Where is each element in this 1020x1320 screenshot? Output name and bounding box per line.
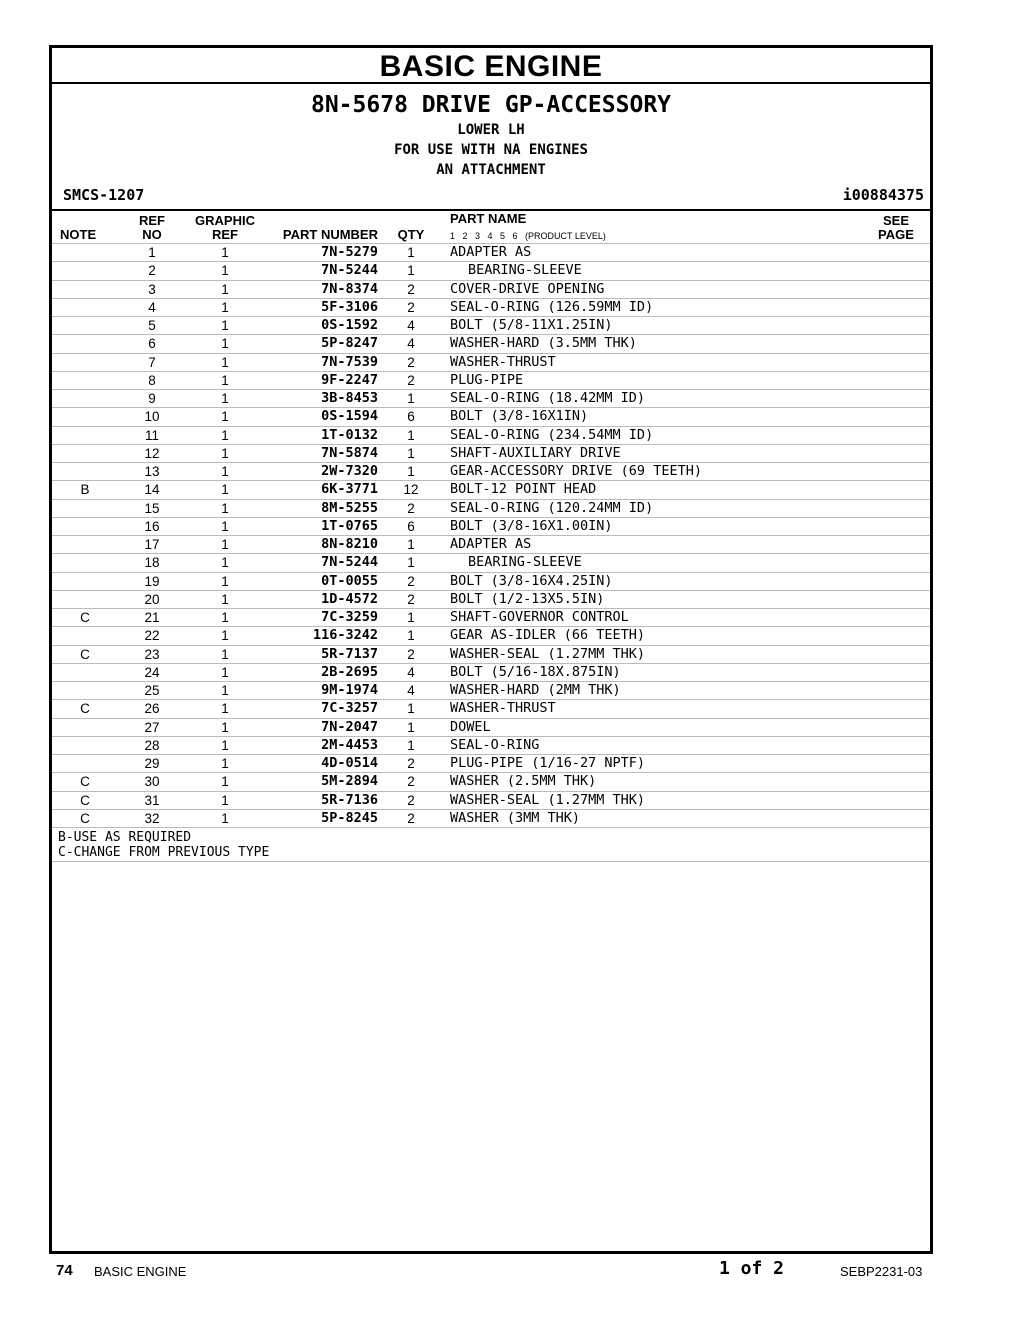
qty-cell: 1 bbox=[407, 391, 415, 406]
part-number-cell: 8M-5255 bbox=[321, 499, 378, 516]
footer-page-number: 74 bbox=[56, 1262, 73, 1279]
ref-no-cell: 7 bbox=[148, 354, 156, 370]
ref-no-cell: 18 bbox=[144, 555, 160, 571]
table-row bbox=[52, 718, 930, 736]
graphic-ref-cell: 1 bbox=[221, 500, 229, 516]
graphic-ref-cell: 1 bbox=[221, 591, 229, 607]
col-header-part-name: PART NAME bbox=[450, 211, 527, 226]
part-number-cell: 7N-5244 bbox=[321, 262, 378, 279]
col-header-see-top: SEE bbox=[882, 213, 909, 228]
part-name-cell: BOLT (5/8-11X1.25IN) bbox=[450, 317, 613, 333]
part-name-cell: SEAL-O-RING bbox=[450, 736, 540, 753]
part-number-cell: 3B-8453 bbox=[321, 390, 378, 406]
part-name-cell: BOLT (5/16-18X.875IN) bbox=[450, 663, 621, 680]
qty-cell: 6 bbox=[407, 409, 415, 425]
part-name-cell: BOLT (3/8-16X1.00IN) bbox=[450, 517, 613, 534]
part-number-cell: 6K-3771 bbox=[321, 481, 378, 498]
graphic-ref-cell: 1 bbox=[221, 245, 229, 260]
graphic-ref-cell: 1 bbox=[221, 683, 229, 698]
qty-cell: 2 bbox=[407, 500, 415, 516]
table-row bbox=[52, 462, 930, 480]
part-name-cell: WASHER (3MM THK) bbox=[450, 809, 581, 826]
footer-sheet-indicator: 1 of 2 bbox=[719, 1258, 785, 1279]
ref-no-cell: 2 bbox=[148, 263, 156, 279]
part-number-cell: 9F-2247 bbox=[321, 371, 378, 388]
graphic-ref-cell: 1 bbox=[221, 537, 229, 552]
part-number-cell: 7N-2047 bbox=[321, 718, 378, 735]
qty-cell: 1 bbox=[407, 737, 415, 753]
group-title: 8N-5678 DRIVE GP-ACCESSORY bbox=[310, 92, 672, 118]
graphic-ref-cell: 1 bbox=[221, 336, 229, 352]
notes-block bbox=[52, 827, 930, 862]
ref-no-cell: 1 bbox=[148, 245, 156, 260]
table-row bbox=[52, 699, 930, 717]
part-number-cell: 0T-0055 bbox=[321, 572, 378, 589]
footer-publication: SEBP2231-03 bbox=[840, 1264, 923, 1279]
product-level-scale: 1 2 3 4 5 6 (PRODUCT LEVEL) bbox=[450, 231, 606, 241]
table-row bbox=[52, 572, 930, 590]
part-number-cell: 7N-5279 bbox=[321, 244, 378, 260]
ref-no-cell: 11 bbox=[144, 427, 159, 443]
part-name-cell: WASHER-SEAL (1.27MM THK) bbox=[450, 791, 646, 808]
table-row bbox=[52, 645, 930, 663]
qty-cell: 2 bbox=[407, 354, 415, 370]
qty-cell: 6 bbox=[407, 518, 415, 534]
col-header-graphic-top: GRAPHIC bbox=[195, 213, 255, 228]
part-number-cell: 0S-1594 bbox=[321, 408, 378, 425]
graphic-ref-cell: 1 bbox=[221, 354, 229, 370]
part-name-cell: SHAFT-GOVERNOR CONTROL bbox=[450, 609, 629, 625]
part-name-cell: GEAR-ACCESSORY DRIVE (69 TEETH) bbox=[450, 463, 702, 479]
graphic-ref-cell: 1 bbox=[221, 664, 229, 680]
part-number-cell: 1D-4572 bbox=[321, 590, 378, 607]
part-number-cell: 2M-4453 bbox=[321, 736, 378, 753]
qty-cell: 12 bbox=[403, 482, 419, 498]
note-cell: B bbox=[80, 482, 90, 498]
table-row bbox=[52, 626, 930, 644]
col-header-graphic-bottom: REF bbox=[212, 227, 238, 242]
part-name-cell: WASHER (2.5MM THK) bbox=[450, 773, 597, 790]
qty-cell: 2 bbox=[407, 573, 415, 589]
part-number-cell: 9M-1974 bbox=[321, 682, 378, 698]
part-number-cell: 7N-7539 bbox=[321, 353, 378, 370]
ref-no-cell: 27 bbox=[144, 719, 160, 735]
part-number-cell: 5M-2894 bbox=[321, 773, 378, 790]
ref-no-cell: 23 bbox=[144, 646, 160, 662]
qty-cell: 1 bbox=[407, 427, 415, 443]
table-row bbox=[52, 334, 930, 352]
graphic-ref-cell: 1 bbox=[221, 555, 229, 571]
table-row bbox=[52, 353, 930, 371]
ref-no-cell: 16 bbox=[144, 518, 160, 534]
part-name-cell: PLUG-PIPE bbox=[450, 371, 524, 388]
qty-cell: 2 bbox=[407, 372, 415, 388]
parts-list bbox=[52, 243, 930, 862]
subtitle-line-2: FOR USE WITH NA ENGINES bbox=[394, 142, 588, 158]
part-number-cell: 1T-0132 bbox=[321, 426, 378, 443]
table-row bbox=[52, 499, 930, 517]
ref-no-cell: 12 bbox=[144, 445, 160, 461]
part-name-cell: BOLT (1/2-13X5.5IN) bbox=[450, 590, 605, 607]
graphic-ref-cell: 1 bbox=[221, 464, 229, 479]
ref-no-cell: 26 bbox=[144, 701, 160, 717]
part-name-cell: WASHER-SEAL (1.27MM THK) bbox=[450, 645, 646, 662]
ref-no-cell: 13 bbox=[144, 464, 160, 479]
note-cell: C bbox=[80, 774, 90, 790]
table-row bbox=[52, 754, 930, 772]
part-name-cell: ADAPTER AS bbox=[450, 536, 532, 552]
table-row bbox=[52, 298, 930, 316]
ref-no-cell: 17 bbox=[144, 537, 160, 552]
qty-cell: 2 bbox=[407, 591, 415, 607]
table-row bbox=[52, 389, 930, 407]
part-number-cell: 0S-1592 bbox=[321, 317, 378, 333]
graphic-ref-cell: 1 bbox=[221, 756, 229, 771]
graphic-ref-cell: 1 bbox=[221, 610, 229, 625]
part-name-cell: SEAL-O-RING (126.59MM ID) bbox=[450, 298, 654, 315]
part-name-cell: SEAL-O-RING (120.24MM ID) bbox=[450, 499, 654, 516]
qty-cell: 2 bbox=[407, 756, 415, 771]
part-name-cell: BEARING-SLEEVE bbox=[468, 554, 582, 571]
graphic-ref-cell: 1 bbox=[221, 719, 229, 735]
ref-no-cell: 15 bbox=[144, 500, 160, 516]
graphic-ref-cell: 1 bbox=[221, 737, 229, 753]
ref-no-cell: 5 bbox=[148, 318, 156, 333]
col-header-ref-top: REF bbox=[139, 213, 165, 228]
table-row bbox=[52, 553, 930, 571]
part-number-cell: 4D-0514 bbox=[321, 755, 378, 771]
table-row bbox=[52, 316, 930, 334]
graphic-ref-cell: 1 bbox=[221, 445, 229, 461]
graphic-ref-cell: 1 bbox=[221, 299, 229, 315]
ref-no-cell: 31 bbox=[144, 792, 160, 808]
table-row bbox=[52, 791, 930, 809]
page-title: BASIC ENGINE bbox=[52, 48, 930, 84]
ref-no-cell: 6 bbox=[148, 336, 156, 352]
table-row bbox=[52, 426, 930, 444]
ref-no-cell: 25 bbox=[144, 683, 160, 698]
qty-cell: 1 bbox=[407, 610, 415, 625]
qty-cell: 2 bbox=[407, 792, 415, 808]
ref-no-cell: 30 bbox=[144, 774, 160, 790]
part-name-cell: COVER-DRIVE OPENING bbox=[450, 280, 605, 297]
col-header-see-bottom: PAGE bbox=[878, 227, 914, 242]
graphic-ref-cell: 1 bbox=[221, 409, 229, 425]
qty-cell: 4 bbox=[407, 336, 415, 352]
table-row bbox=[52, 407, 930, 425]
graphic-ref-cell: 1 bbox=[221, 810, 229, 826]
note-cell: C bbox=[80, 810, 90, 826]
qty-cell: 4 bbox=[407, 664, 415, 680]
footer-section: BASIC ENGINE bbox=[94, 1264, 187, 1279]
note-cell: C bbox=[80, 792, 90, 808]
col-header-part-number: PART NUMBER bbox=[282, 227, 378, 242]
note-cell: C bbox=[80, 701, 90, 717]
part-number-cell: 1T-0765 bbox=[321, 517, 378, 534]
ref-no-cell: 9 bbox=[148, 391, 156, 406]
ref-no-cell: 8 bbox=[148, 372, 156, 388]
ref-no-cell: 21 bbox=[144, 610, 160, 625]
graphic-ref-cell: 1 bbox=[221, 391, 229, 406]
graphic-ref-cell: 1 bbox=[221, 701, 229, 717]
ref-no-cell: 10 bbox=[144, 409, 160, 425]
part-number-cell: 5P-8245 bbox=[321, 809, 378, 826]
ref-no-cell: 29 bbox=[144, 756, 160, 771]
part-name-cell: WASHER-HARD (2MM THK) bbox=[450, 682, 621, 698]
part-number-cell: 7C-3257 bbox=[321, 700, 378, 717]
table-row bbox=[52, 681, 930, 699]
ref-no-cell: 22 bbox=[144, 628, 160, 644]
part-name-cell: BOLT (3/8-16X4.25IN) bbox=[450, 572, 613, 589]
table-row bbox=[52, 809, 930, 827]
table-row bbox=[52, 535, 930, 553]
graphic-ref-cell: 1 bbox=[221, 281, 229, 297]
table-row bbox=[52, 280, 930, 298]
table-row bbox=[52, 608, 930, 626]
part-name-cell: PLUG-PIPE (1/16-27 NPTF) bbox=[450, 755, 646, 771]
part-name-cell: BOLT (3/8-16X1IN) bbox=[450, 408, 589, 425]
part-number-cell: 2B-2695 bbox=[321, 663, 378, 680]
graphic-ref-cell: 1 bbox=[221, 774, 229, 790]
part-name-cell: DOWEL bbox=[450, 718, 491, 735]
table-row bbox=[52, 371, 930, 389]
part-name-cell: SEAL-O-RING (18.42MM ID) bbox=[450, 390, 646, 406]
subtitle-line-1: LOWER LH bbox=[457, 122, 525, 138]
col-header-note: NOTE bbox=[60, 227, 97, 242]
note-line: C-CHANGE FROM PREVIOUS TYPE bbox=[58, 845, 270, 860]
part-number-cell: 5P-8247 bbox=[321, 335, 378, 352]
graphic-ref-cell: 1 bbox=[221, 263, 229, 279]
table-row bbox=[52, 480, 930, 498]
col-header-ref-bottom: NO bbox=[142, 227, 162, 242]
smcs-code: SMCS-1207 bbox=[63, 186, 145, 204]
table-row bbox=[52, 517, 930, 535]
ref-no-cell: 20 bbox=[144, 591, 160, 607]
illustration-id: i00884375 bbox=[842, 186, 924, 204]
graphic-ref-cell: 1 bbox=[221, 628, 229, 644]
part-number-cell: 7N-5244 bbox=[321, 554, 378, 571]
ref-no-cell: 14 bbox=[144, 482, 160, 498]
part-number-cell: 7N-8374 bbox=[321, 280, 378, 297]
subtitle-line-3: AN ATTACHMENT bbox=[436, 162, 546, 178]
part-number-cell: 7C-3259 bbox=[321, 609, 378, 625]
qty-cell: 1 bbox=[407, 555, 415, 571]
ref-no-cell: 4 bbox=[148, 299, 156, 315]
part-number-cell: 5R-7137 bbox=[321, 645, 378, 662]
qty-cell: 2 bbox=[407, 299, 415, 315]
qty-cell: 1 bbox=[407, 537, 415, 552]
ref-no-cell: 32 bbox=[144, 810, 160, 826]
qty-cell: 2 bbox=[407, 646, 415, 662]
qty-cell: 2 bbox=[407, 281, 415, 297]
graphic-ref-cell: 1 bbox=[221, 372, 229, 388]
qty-cell: 1 bbox=[407, 701, 415, 717]
table-row bbox=[52, 444, 930, 462]
qty-cell: 2 bbox=[407, 774, 415, 790]
col-header-qty: QTY bbox=[397, 227, 425, 242]
part-number-cell: 2W-7320 bbox=[321, 463, 378, 479]
part-name-cell: WASHER-THRUST bbox=[450, 700, 556, 717]
part-name-cell: GEAR AS-IDLER (66 TEETH) bbox=[450, 627, 646, 644]
part-name-cell: WASHER-THRUST bbox=[450, 353, 556, 370]
part-number-cell: 7N-5874 bbox=[321, 444, 378, 461]
graphic-ref-cell: 1 bbox=[221, 318, 229, 333]
part-name-cell: SEAL-O-RING (234.54MM ID) bbox=[450, 426, 654, 443]
qty-cell: 1 bbox=[407, 628, 415, 644]
qty-cell: 1 bbox=[407, 719, 415, 735]
part-name-cell: BEARING-SLEEVE bbox=[468, 262, 582, 279]
graphic-ref-cell: 1 bbox=[221, 573, 229, 589]
part-name-cell: WASHER-HARD (3.5MM THK) bbox=[450, 335, 637, 352]
graphic-ref-cell: 1 bbox=[221, 646, 229, 662]
qty-cell: 1 bbox=[407, 263, 415, 279]
table-row bbox=[52, 590, 930, 608]
part-name-cell: BOLT-12 POINT HEAD bbox=[450, 481, 597, 498]
table-row bbox=[52, 663, 930, 681]
table-row bbox=[52, 772, 930, 790]
note-cell: C bbox=[80, 610, 90, 625]
note-cell: C bbox=[80, 646, 90, 662]
qty-cell: 2 bbox=[407, 810, 415, 826]
qty-cell: 1 bbox=[407, 464, 415, 479]
ref-no-cell: 19 bbox=[144, 573, 160, 589]
graphic-ref-cell: 1 bbox=[221, 518, 229, 534]
note-line: B-USE AS REQUIRED bbox=[58, 830, 192, 845]
part-number-cell: 5R-7136 bbox=[321, 791, 378, 808]
part-name-cell: SHAFT-AUXILIARY DRIVE bbox=[450, 444, 621, 461]
qty-cell: 4 bbox=[407, 318, 415, 333]
part-number-cell: 116-3242 bbox=[312, 627, 378, 644]
graphic-ref-cell: 1 bbox=[221, 427, 229, 443]
ref-no-cell: 3 bbox=[148, 281, 156, 297]
graphic-ref-cell: 1 bbox=[221, 482, 229, 498]
part-number-cell: 5F-3106 bbox=[321, 298, 378, 315]
qty-cell: 4 bbox=[407, 683, 415, 698]
ref-no-cell: 24 bbox=[144, 664, 160, 680]
part-name-cell: ADAPTER AS bbox=[450, 244, 532, 260]
table-row bbox=[52, 261, 930, 279]
table-row bbox=[52, 243, 930, 261]
graphic-ref-cell: 1 bbox=[221, 792, 229, 808]
table-row bbox=[52, 736, 930, 754]
part-number-cell: 8N-8210 bbox=[321, 536, 378, 552]
qty-cell: 1 bbox=[407, 445, 415, 461]
parts-page-frame bbox=[49, 45, 933, 1254]
ref-no-cell: 28 bbox=[144, 737, 160, 753]
qty-cell: 1 bbox=[407, 245, 415, 260]
